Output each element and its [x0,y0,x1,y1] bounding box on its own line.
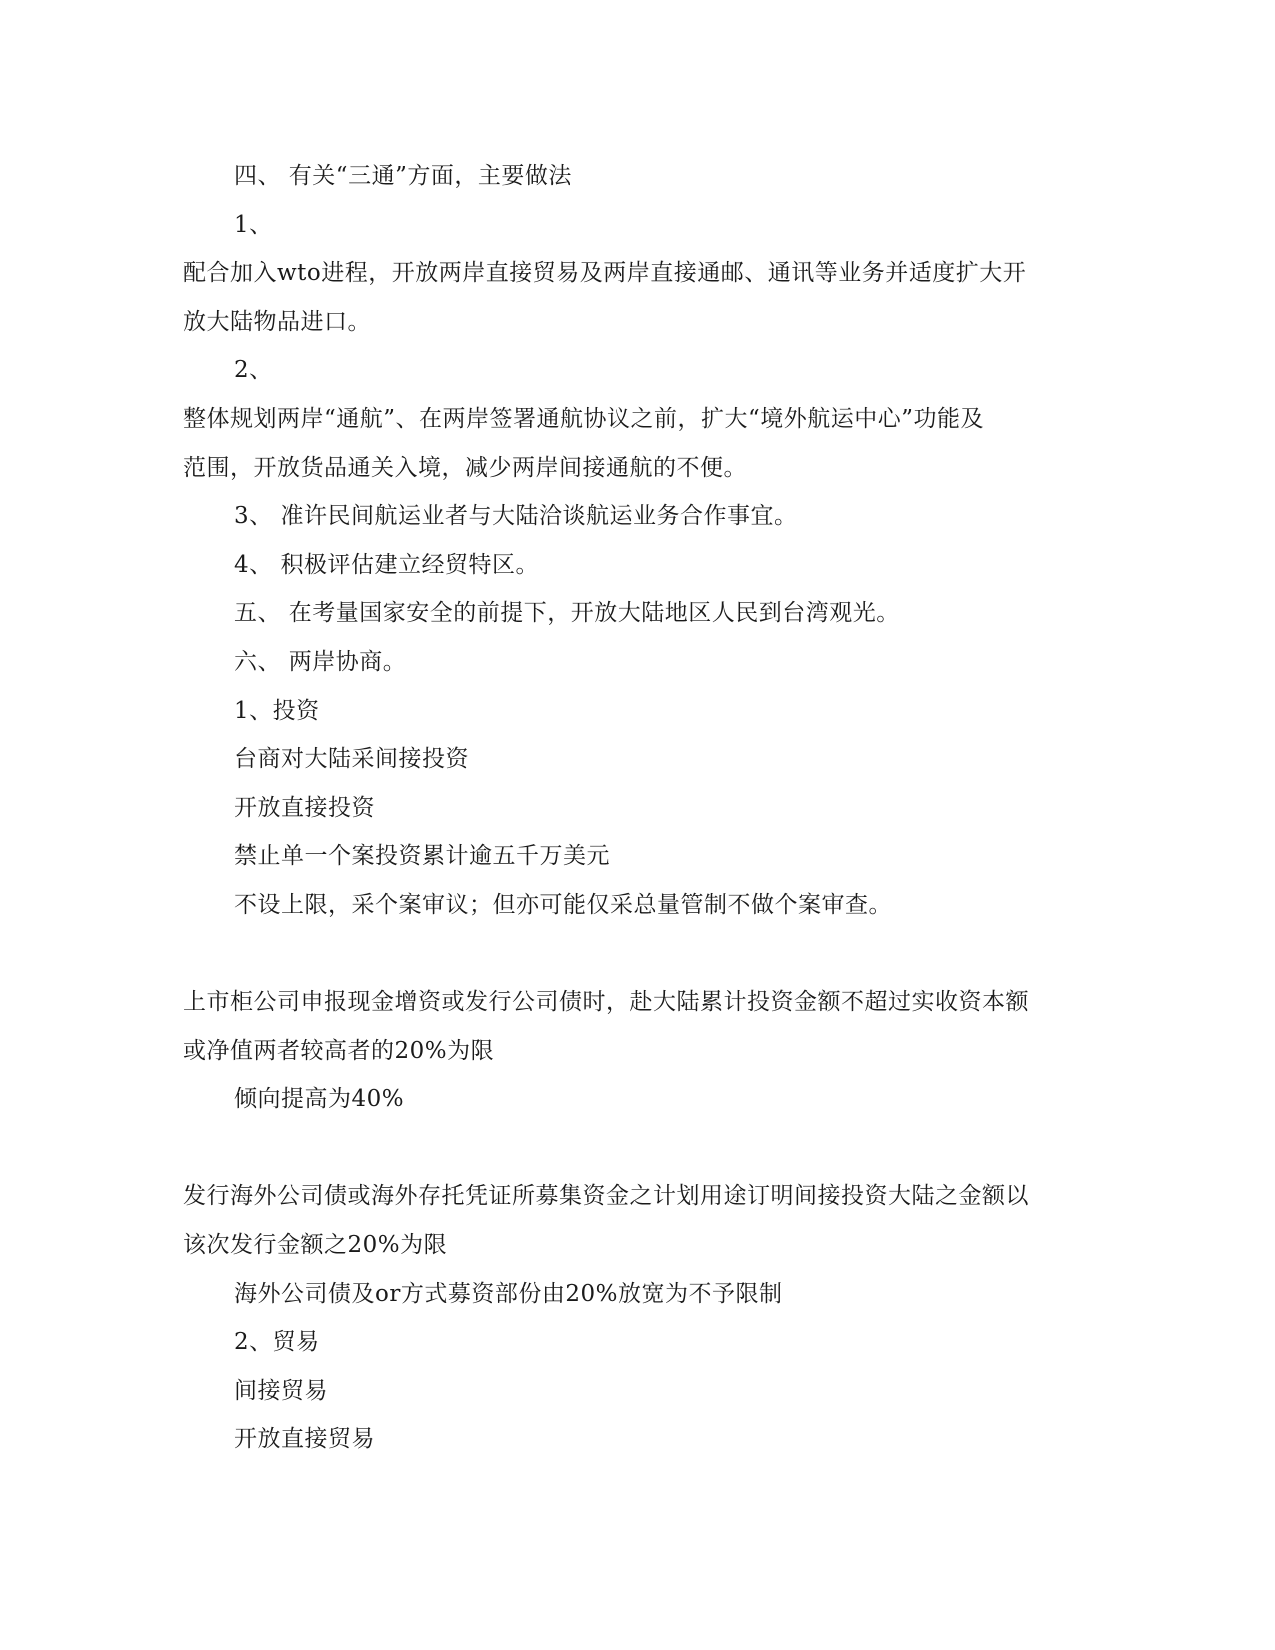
paragraph-line: 发行海外公司债或海外存托凭证所募集资金之计划用途订明间接投资大陆之金额以 [183,1183,1029,1210]
section-heading-tourism: 五、 在考量国家安全的前提下，开放大陆地区人民到台湾观光。 [234,600,900,627]
list-item: 3、 准许民间航运业者与大陆洽谈航运业务合作事宜。 [234,503,798,530]
paragraph-line: 放大陆物品进口。 [183,308,371,335]
paragraph-line: 禁止单一个案投资累计逾五千万美元 [234,843,610,870]
paragraph-line: 上市柜公司申报现金增资或发行公司债时，赴大陆累计投资金额不超过实收资本额 [183,989,1029,1016]
paragraph-line: 台商对大陆采间接投资 [234,746,469,773]
blank-line [183,1124,1083,1173]
blank-line [183,930,1083,979]
paragraph-line: 开放直接投资 [234,794,375,821]
document-body [183,152,1083,1464]
paragraph-line: 倾向提高为40% [234,1086,405,1113]
paragraph-line: 该次发行金额之20%为限 [183,1232,448,1259]
paragraph-line: 配合加入wto进程，开放两岸直接贸易及两岸直接通邮、通讯等业务并适度扩大开 [183,260,1027,287]
paragraph-line: 海外公司债及or方式募资部份由20%放宽为不予限制 [234,1280,783,1307]
list-item-number: 1、 [234,211,273,238]
subheading-trade: 2、贸易 [234,1329,320,1356]
paragraph-line: 开放直接贸易 [234,1426,375,1453]
paragraph-line: 范围，开放货品通关入境，减少两岸间接通航的不便。 [183,454,747,481]
paragraph-line: 不设上限，采个案审议；但亦可能仅采总量管制不做个案审查。 [234,891,892,918]
subheading-investment: 1、投资 [234,697,320,724]
section-heading-three-links: 四、 有关“三通”方面，主要做法 [234,163,572,189]
list-item: 4、 积极评估建立经贸特区。 [234,551,539,578]
paragraph-line: 整体规划两岸“通航”、在两岸签署通航协议之前，扩大“境外航运中心”功能及 [183,405,985,432]
section-heading-negotiation: 六、 两岸协商。 [234,648,407,675]
paragraph-line: 间接贸易 [234,1377,328,1404]
list-item-number: 2、 [234,357,273,384]
paragraph-line: 或净值两者较高者的20%为限 [183,1037,495,1064]
